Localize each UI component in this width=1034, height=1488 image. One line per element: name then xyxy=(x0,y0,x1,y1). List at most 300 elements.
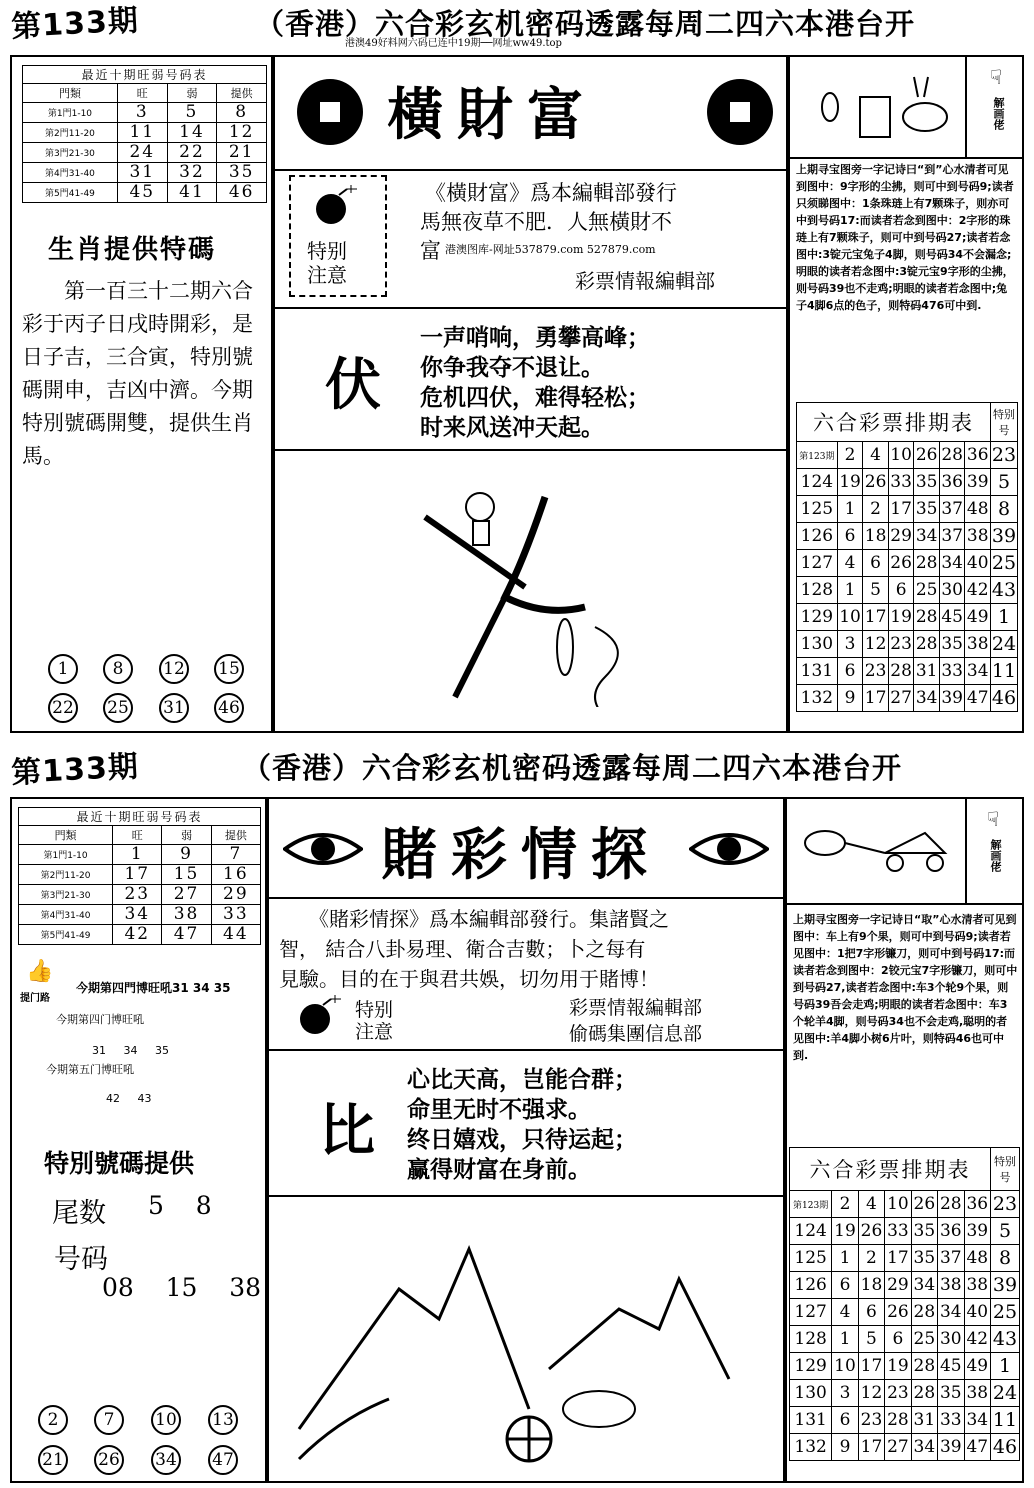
number-cell: 4 xyxy=(832,1299,858,1326)
number-cell: 4 xyxy=(858,1191,884,1218)
number-cell: 19 xyxy=(837,469,863,496)
divider xyxy=(965,799,967,903)
table-caption: 最近十期旺弱号码表 xyxy=(19,808,261,826)
middle-panel xyxy=(273,55,788,733)
issue-cell: 129 xyxy=(790,1353,832,1380)
hint-line: 今期第四门博旺吼 xyxy=(56,1013,144,1026)
period-row xyxy=(790,1245,1020,1272)
number-cell: 36 xyxy=(964,1191,990,1218)
col-header: 門類 xyxy=(23,84,118,103)
period-row xyxy=(790,1191,1020,1218)
rabbit-illustration xyxy=(810,67,970,147)
number-circle: 7 xyxy=(94,1405,124,1435)
issue-cell: 125 xyxy=(797,496,838,523)
number-cell: 6 xyxy=(858,1299,884,1326)
notice-line: 《橫財富》爲本編輯部發行 xyxy=(425,181,677,205)
number-cell: 40 xyxy=(965,550,991,577)
number-cell: 9 xyxy=(832,1434,858,1461)
riddle-text: 上期寻宝图旁一字记诗日“取”心水清者可见到图中：车上有9个果，则可中到号码9;读者若见图中：1把7字形镰刀，则可中到号码17:而读者若念到图中：2铰元宝7字形镰刀，则可中到号码27,读者若念图中:车3个轮9个果，则号码39吾会走鸡;明眼的读者若念图中：车3个轮羊4脚，则号码34也不会走鸡,聪明的者见图中:羊4脚小树6片叶，则特码46也可中到. xyxy=(793,913,1018,1062)
coin-icon xyxy=(295,77,365,147)
col-header: 提供 xyxy=(217,84,267,103)
notice-line: 富 xyxy=(420,239,441,263)
number-cell: 28 xyxy=(911,1380,937,1407)
number-cell: 5 xyxy=(863,577,889,604)
poem-line: 赢得财富在身前。 xyxy=(407,1156,591,1183)
number-cell: 38 xyxy=(965,523,991,550)
period-row xyxy=(790,1434,1020,1461)
notice-signature: 偷碼集團信息部 xyxy=(569,1023,703,1045)
number-cell: 31 xyxy=(914,658,940,685)
notice-section xyxy=(275,169,786,309)
notice-line: 馬無夜草不肥．人無橫財不 xyxy=(420,210,672,234)
period-row xyxy=(790,1380,1020,1407)
issue-cell: 129 xyxy=(797,604,838,631)
number-cell: 17 xyxy=(888,496,914,523)
issue-cell: 130 xyxy=(790,1380,832,1407)
code-label: 号码 xyxy=(54,1244,108,1275)
weak-strong-table xyxy=(18,807,261,945)
special-number-cell: 25 xyxy=(991,550,1018,577)
table-row: 第5門41-49 45 41 46 xyxy=(23,183,267,203)
number-cell: 42 xyxy=(964,1326,990,1353)
number-cell: 17 xyxy=(858,1434,884,1461)
number-cell: 23 xyxy=(888,631,914,658)
weak-strong-table xyxy=(22,65,267,203)
number-circle: 46 xyxy=(214,693,244,723)
issue-cell: 125 xyxy=(790,1245,832,1272)
number-cell: 45 xyxy=(938,1353,964,1380)
number-cell: 2 xyxy=(858,1245,884,1272)
number-cell: 34 xyxy=(938,1299,964,1326)
riddle-label: 解画佬 xyxy=(989,839,1002,872)
period-row xyxy=(790,1407,1020,1434)
number-cell: 26 xyxy=(858,1218,884,1245)
number-cell: 18 xyxy=(858,1272,884,1299)
period-row xyxy=(797,685,1018,712)
number-cell: 28 xyxy=(888,658,914,685)
number-cell: 6 xyxy=(832,1407,858,1434)
coin-icon xyxy=(705,77,775,147)
table-caption: 最近十期旺弱号码表 xyxy=(23,66,267,84)
riddle-image-area xyxy=(787,799,1022,905)
table-row: 第3門21-30 24 22 21 xyxy=(23,143,267,163)
number-cell: 28 xyxy=(885,1407,911,1434)
number-circle: 25 xyxy=(103,693,133,723)
issue-cell: 132 xyxy=(790,1434,832,1461)
period-table xyxy=(789,1147,1020,1461)
number-cell: 47 xyxy=(965,685,991,712)
issue-cell: 第123期 xyxy=(797,442,838,469)
number-cell: 35 xyxy=(914,496,940,523)
number-circle: 21 xyxy=(38,1445,68,1475)
notice-line: 見驗。目的在于與君共娛，切勿用于賭博！ xyxy=(279,967,659,991)
number-cell: 2 xyxy=(837,442,863,469)
number-cell: 2 xyxy=(863,496,889,523)
col-header: 弱 xyxy=(167,84,217,103)
period-row xyxy=(790,1326,1020,1353)
poem-line: 时来风送冲天起。 xyxy=(420,414,604,441)
issue-number: 第133期 xyxy=(10,749,140,791)
tail-values: 5 8 xyxy=(148,1191,212,1220)
table-row: 第4門31-40 31 32 35 xyxy=(23,163,267,183)
number-cell: 35 xyxy=(938,1380,964,1407)
number-cell: 42 xyxy=(965,577,991,604)
special-number-cell: 25 xyxy=(991,1299,1020,1326)
issue-cell: 132 xyxy=(797,685,838,712)
notice-badge xyxy=(289,175,387,297)
number-cell: 2 xyxy=(832,1191,858,1218)
number-cell: 34 xyxy=(914,523,940,550)
number-cell: 17 xyxy=(885,1245,911,1272)
issue-number: 第133期 xyxy=(10,3,140,45)
eye-icon xyxy=(689,827,769,871)
number-cell: 38 xyxy=(964,1380,990,1407)
special-number-cell: 8 xyxy=(991,496,1018,523)
number-cell: 19 xyxy=(885,1353,911,1380)
number-cell: 17 xyxy=(858,1353,884,1380)
number-circle: 10 xyxy=(151,1405,181,1435)
special-number-cell: 23 xyxy=(991,1191,1020,1218)
number-cell: 47 xyxy=(964,1434,990,1461)
special-number-cell: 5 xyxy=(991,469,1018,496)
number-cell: 48 xyxy=(965,496,991,523)
number-cell: 37 xyxy=(939,496,965,523)
tail-label: 尾数 xyxy=(52,1198,106,1229)
number-cell: 6 xyxy=(837,523,863,550)
number-cell: 6 xyxy=(832,1272,858,1299)
notice-label: 特别 xyxy=(307,239,347,263)
number-cell: 10 xyxy=(837,604,863,631)
header-title: （香港）六合彩玄机密码透露每周二四六本港台开 xyxy=(255,7,916,41)
special-header: 特别号 xyxy=(991,1148,1020,1191)
banner-title: 賭彩情探 xyxy=(381,822,661,888)
number-circle: 47 xyxy=(208,1445,238,1475)
banner-title: 橫財富 xyxy=(387,82,597,148)
number-cell: 28 xyxy=(914,604,940,631)
number-cell: 33 xyxy=(888,469,914,496)
number-cell: 26 xyxy=(911,1191,937,1218)
period-table-title: 六合彩票排期表 xyxy=(797,403,991,442)
number-cell: 30 xyxy=(938,1326,964,1353)
issue-cell: 131 xyxy=(797,658,838,685)
goat-cart-illustration xyxy=(795,813,955,893)
number-cell: 28 xyxy=(939,442,965,469)
period-row xyxy=(797,631,1018,658)
special-number-cell: 1 xyxy=(991,604,1018,631)
poem-section xyxy=(269,1049,783,1197)
issue-cell: 126 xyxy=(797,523,838,550)
col-header: 弱 xyxy=(162,826,211,845)
number-cell: 33 xyxy=(938,1407,964,1434)
table-row: 第1門1-10 3 5 8 xyxy=(23,103,267,123)
number-cell: 10 xyxy=(888,442,914,469)
mountain-rat-illustration xyxy=(279,1209,769,1469)
number-cell: 35 xyxy=(914,469,940,496)
period-row xyxy=(797,496,1018,523)
number-cell: 49 xyxy=(964,1353,990,1380)
table-row: 第2門11-20 11 14 12 xyxy=(23,123,267,143)
number-cell: 6 xyxy=(837,658,863,685)
number-cell: 18 xyxy=(863,523,889,550)
poem-char: 伏 xyxy=(325,352,381,418)
col-header: 提供 xyxy=(211,826,260,845)
special-number-cell: 24 xyxy=(991,631,1018,658)
hint-numbers: 42 43 xyxy=(106,1092,152,1105)
poem-line: 一声哨响，勇攀高峰； xyxy=(420,324,650,351)
special-number-cell: 24 xyxy=(991,1380,1020,1407)
special-number-cell: 1 xyxy=(991,1353,1020,1380)
hint-numbers: 31 34 35 xyxy=(92,1044,169,1057)
number-cell: 33 xyxy=(939,658,965,685)
number-cell: 36 xyxy=(938,1218,964,1245)
right-panel xyxy=(788,55,1024,733)
number-cell: 36 xyxy=(965,442,991,469)
number-circle: 13 xyxy=(208,1405,238,1435)
number-cell: 38 xyxy=(964,1272,990,1299)
number-cell: 6 xyxy=(863,550,889,577)
number-cell: 9 xyxy=(837,685,863,712)
number-cell: 34 xyxy=(939,550,965,577)
number-cell: 38 xyxy=(938,1272,964,1299)
number-cell: 25 xyxy=(914,577,940,604)
number-circle: 8 xyxy=(103,654,133,684)
number-cell: 1 xyxy=(832,1245,858,1272)
bomb-icon xyxy=(297,993,347,1037)
period-row xyxy=(790,1218,1020,1245)
number-cell: 10 xyxy=(832,1353,858,1380)
number-cell: 26 xyxy=(863,469,889,496)
number-cell: 37 xyxy=(939,523,965,550)
notice-label: 注意 xyxy=(307,263,347,287)
number-cell: 29 xyxy=(888,523,914,550)
special-number-cell: 43 xyxy=(991,1326,1020,1353)
banner xyxy=(269,799,783,899)
number-cell: 28 xyxy=(938,1191,964,1218)
special-number-cell: 43 xyxy=(991,577,1018,604)
number-circle: 26 xyxy=(94,1445,124,1475)
issue-cell: 124 xyxy=(790,1218,832,1245)
number-cell: 36 xyxy=(939,469,965,496)
notice-line: 《賭彩情探》爲本編輯部發行。集諸賢之 xyxy=(309,907,669,931)
site-note: 港澳图库-网址537879.com 527879.com xyxy=(445,243,656,256)
special-number-cell: 46 xyxy=(991,1434,1020,1461)
number-cell: 45 xyxy=(939,604,965,631)
number-cell: 1 xyxy=(837,496,863,523)
right-panel xyxy=(785,797,1024,1483)
riddle-label: 解画佬 xyxy=(992,97,1005,130)
number-cell: 4 xyxy=(837,550,863,577)
number-cell: 23 xyxy=(858,1407,884,1434)
number-cell: 39 xyxy=(964,1218,990,1245)
number-cell: 39 xyxy=(965,469,991,496)
number-circle: 2 xyxy=(38,1405,68,1435)
number-cell: 6 xyxy=(885,1326,911,1353)
number-cell: 34 xyxy=(914,685,940,712)
number-cell: 17 xyxy=(863,685,889,712)
issue-cell: 124 xyxy=(797,469,838,496)
number-cell: 34 xyxy=(911,1434,937,1461)
period-table-wrap xyxy=(789,1147,1020,1461)
number-cell: 25 xyxy=(911,1326,937,1353)
poem-section xyxy=(275,307,786,451)
period-row xyxy=(797,604,1018,631)
special-number-cell: 11 xyxy=(991,658,1018,685)
banner xyxy=(275,57,786,171)
number-cell: 39 xyxy=(939,685,965,712)
issue-cell: 130 xyxy=(797,631,838,658)
bomb-icon xyxy=(313,183,363,227)
header-title: （香港）六合彩玄机密码透露每周二四六本港台开 xyxy=(242,751,903,785)
number-cell: 35 xyxy=(911,1218,937,1245)
period-table-title: 六合彩票排期表 xyxy=(790,1148,991,1191)
number-cell: 31 xyxy=(911,1407,937,1434)
code-values: 08 15 38 xyxy=(102,1273,262,1302)
number-cell: 4 xyxy=(863,442,889,469)
notice-section xyxy=(269,897,783,1051)
hint-line: 今期第五门博旺吼 xyxy=(46,1063,134,1076)
col-header: 門類 xyxy=(19,826,113,845)
issue-cell: 第123期 xyxy=(790,1191,832,1218)
number-cell: 23 xyxy=(863,658,889,685)
poem-line: 终日嬉戏，只待运起； xyxy=(407,1126,637,1153)
number-cell: 37 xyxy=(938,1245,964,1272)
pointing-hand-icon: ☟ xyxy=(987,807,1000,831)
number-circle: 12 xyxy=(159,654,189,684)
number-cell: 28 xyxy=(911,1353,937,1380)
number-cell: 27 xyxy=(885,1434,911,1461)
table-row: 第3門21-30 23 27 29 xyxy=(19,885,261,905)
number-cell: 49 xyxy=(965,604,991,631)
climber-illustration xyxy=(405,477,665,707)
period-row xyxy=(790,1299,1020,1326)
special-number-cell: 39 xyxy=(991,523,1018,550)
issue-cell: 128 xyxy=(797,577,838,604)
period-row xyxy=(797,523,1018,550)
number-cell: 12 xyxy=(863,631,889,658)
number-cell: 35 xyxy=(911,1245,937,1272)
poem-line: 心比天高，岂能合群； xyxy=(407,1066,637,1093)
number-cell: 28 xyxy=(914,631,940,658)
thumbs-up-icon: 👍 xyxy=(26,959,54,984)
number-cell: 19 xyxy=(888,604,914,631)
period-row xyxy=(790,1272,1020,1299)
period-table-wrap xyxy=(796,402,1018,712)
hint-label: 提门路 xyxy=(20,993,50,1004)
notice-line: 智， 結合八卦易理、衛合吉數；卜之每有 xyxy=(279,937,646,961)
number-cell: 34 xyxy=(964,1407,990,1434)
middle-panel xyxy=(267,797,785,1483)
table-row: 第1門1-10 1 9 7 xyxy=(19,845,261,865)
number-cell: 6 xyxy=(888,577,914,604)
issue-cell: 128 xyxy=(790,1326,832,1353)
left-panel xyxy=(10,55,273,733)
number-cell: 5 xyxy=(858,1326,884,1353)
number-cell: 30 xyxy=(939,577,965,604)
eye-icon xyxy=(283,827,363,871)
period-row xyxy=(797,442,1018,469)
period-row xyxy=(797,658,1018,685)
col-header: 旺 xyxy=(117,84,167,103)
number-cell: 10 xyxy=(885,1191,911,1218)
issue-cell: 126 xyxy=(790,1272,832,1299)
poem-line: 危机四伏，难得轻松； xyxy=(420,384,650,411)
number-cell: 17 xyxy=(863,604,889,631)
period-row xyxy=(797,469,1018,496)
left-panel xyxy=(10,797,267,1483)
number-cell: 35 xyxy=(939,631,965,658)
number-circle: 22 xyxy=(48,693,78,723)
table-row: 第2門11-20 17 15 16 xyxy=(19,865,261,885)
zodiac-title: 生肖提供特碼 xyxy=(48,235,217,265)
col-header: 旺 xyxy=(113,826,162,845)
issue-cell: 127 xyxy=(790,1299,832,1326)
special-number-cell: 23 xyxy=(991,442,1018,469)
special-number-cell: 8 xyxy=(991,1245,1020,1272)
pointing-hand-icon: ☟ xyxy=(990,65,1003,89)
number-cell: 29 xyxy=(885,1272,911,1299)
notice-label: 特别 xyxy=(355,999,394,1021)
number-cell: 27 xyxy=(888,685,914,712)
number-cell: 39 xyxy=(938,1434,964,1461)
hint-line: 今期第四門博旺吼31 34 35 xyxy=(76,981,231,995)
period-row xyxy=(790,1353,1020,1380)
number-circle: 15 xyxy=(214,654,244,684)
number-cell: 38 xyxy=(965,631,991,658)
number-cell: 1 xyxy=(832,1326,858,1353)
number-cell: 3 xyxy=(837,631,863,658)
poem-line: 你争我夺不退让。 xyxy=(420,354,604,381)
notice-label: 注意 xyxy=(355,1021,394,1043)
number-cell: 48 xyxy=(964,1245,990,1272)
special-header: 特别号 xyxy=(991,403,1018,442)
number-cell: 26 xyxy=(888,550,914,577)
period-row xyxy=(797,550,1018,577)
riddle-image-area xyxy=(790,57,1022,159)
number-cell: 12 xyxy=(858,1380,884,1407)
poem-char: 比 xyxy=(319,1098,375,1164)
period-row xyxy=(797,577,1018,604)
number-cell: 23 xyxy=(885,1380,911,1407)
number-cell: 26 xyxy=(885,1299,911,1326)
issue-cell: 131 xyxy=(790,1407,832,1434)
notice-signature: 彩票情報編輯部 xyxy=(575,269,715,293)
poem-line: 命里无时不强求。 xyxy=(407,1096,591,1123)
issue-cell: 127 xyxy=(797,550,838,577)
number-cell: 34 xyxy=(965,658,991,685)
special-title: 特別號碼提供 xyxy=(44,1149,195,1178)
number-cell: 3 xyxy=(832,1380,858,1407)
table-row: 第4門31-40 34 38 33 xyxy=(19,905,261,925)
divider xyxy=(965,57,967,157)
number-cell: 28 xyxy=(914,550,940,577)
number-cell: 1 xyxy=(837,577,863,604)
site-note: 港澳49好料网六码已连中19期──网址ww49.top xyxy=(345,38,562,49)
number-cell: 34 xyxy=(911,1272,937,1299)
special-number-cell: 11 xyxy=(991,1407,1020,1434)
number-circle: 1 xyxy=(48,654,78,684)
number-circle: 31 xyxy=(159,693,189,723)
number-cell: 33 xyxy=(885,1218,911,1245)
number-circle: 34 xyxy=(151,1445,181,1475)
special-number-cell: 46 xyxy=(991,685,1018,712)
table-row: 第5門41-49 42 47 44 xyxy=(19,925,261,945)
special-number-cell: 39 xyxy=(991,1272,1020,1299)
zodiac-text: 第一百三十二期六合彩于丙子日戌時開彩，是日子吉，三合寅，特別號碼開申，吉凶中濟。今期特別號碼開雙，提供生肖馬。 xyxy=(22,279,253,468)
number-cell: 19 xyxy=(832,1218,858,1245)
riddle-text: 上期寻宝图旁一字记诗曰“到”心水清者可见到图中：9字形的尘拂，则可中到号码9;读者只须睇图中：1条珠琏上有7颗珠子，则亦可中到号码17:而读者若念到图中：2字形的珠琏上有7颗珠子，则可中到号码27;读者若念图中:3锭元宝兔子4脚，则号码34不会漏念;明眼的读者若念图中:3锭元宝9字形的尘拂，则号码39也不走鸡;明眼的读者若念图中;兔子4脚6点的色子，则特码476可中到. xyxy=(796,163,1014,312)
number-cell: 26 xyxy=(914,442,940,469)
number-cell: 28 xyxy=(911,1299,937,1326)
